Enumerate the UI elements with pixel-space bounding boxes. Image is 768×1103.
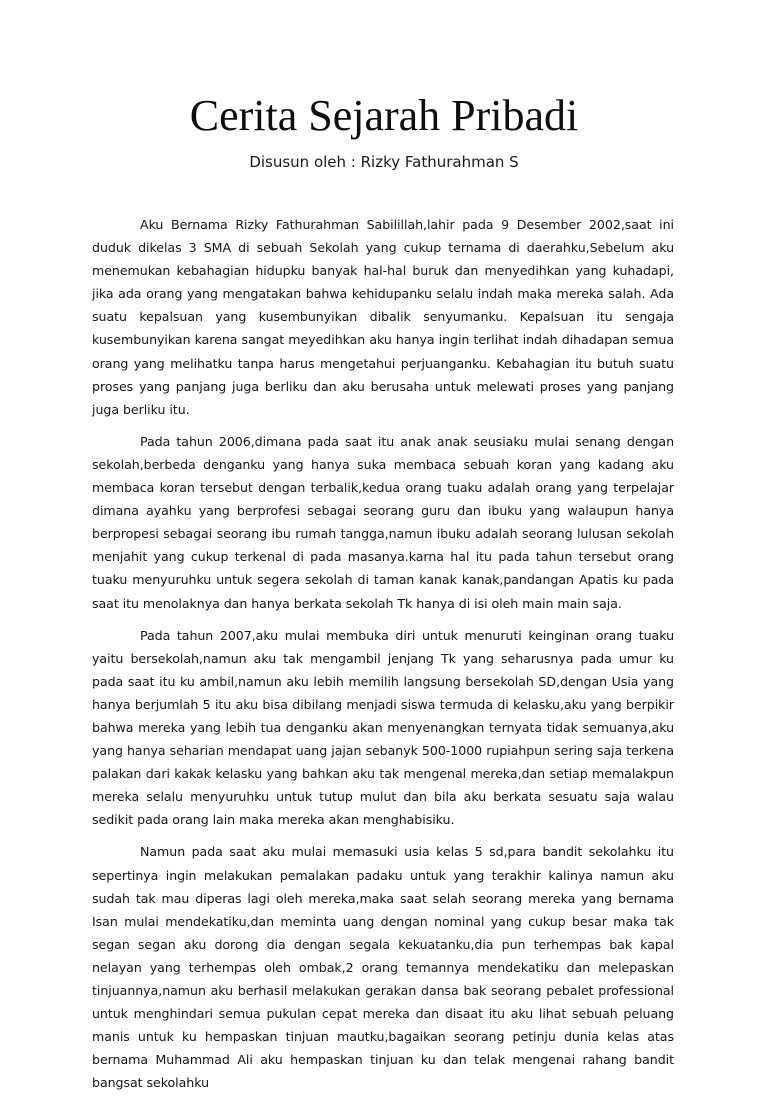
paragraph-1: Aku Bernama Rizky Fathurahman Sabilillah,lahir pada 9 Desember 2002,saat ini duduk dikelas 3 SMA di sebuah Sekolah yang cukup ternama di daerahku,Sebelum aku menemukan kebahagian hidupku banyak hal-hal buruk dan menyedihkan yang kuhadapi, jika ada orang yang mengatakan bahwa kehidupanku selalu indah maka mereka salah. Ada suatu kepalsuan yang kusembunyikan dibalik senyumanku. Kepalsuan itu sengaja kusembunyikan karena sangat meyedihkan aku hanya ingin terlihat indah dihadapan semua orang yang melihatku tanpa harus mengetahui perjuanganku. Kebahagian itu butuh suatu proses yang panjang juga berliku dan aku berusaha untuk melewati proses yang panjang juga berliku itu. [92,217,674,417]
paragraph-3: Pada tahun 2007,aku mulai membuka diri untuk menuruti keinginan orang tuaku yaitu bersekolah,namun aku tak mengambil jenjang Tk yang seharusnya pada umur ku pada saat itu ku ambil,namun aku lebih memilih langsung bersekolah SD,dengan Usia yang hanya berjumlah 5 itu aku bisa dibilang menjadi siswa termuda di kelasku,aku yang berpikir bahwa mereka yang lebih tua denganku akan menyenangkan ternyata tidak semuanya,aku yang hanya seharian mendapat uang jajan sebanyk 500-1000 rupiahpun sering saja terkena palakan dari kakak kelasku yang bahkan aku tak mengenal mereka,dan setiap memalakpun mereka selalu menyuruhku untuk tutup mulut dan bila aku berkata sesuatu saja walau sedikit pada orang lain maka mereka akan menghabisiku. [92,627,674,828]
paragraph-4: Namun pada saat aku mulai memasuki usia kelas 5 sd,para bandit sekolahku itu sepertinya ingin melakukan pemalakan padaku untuk yang terakhir kalinya namun aku sudah tak mau diperas lagi oleh mereka,maka saat selah seorang mereka yang bernama Isan mulai mendekatiku,dan meminta uang dengan nominal yang cukup besar maka tak segan segan aku dorong dia dengan segala kekuatanku,dia pun terhempas bak kapal nelayan yang terhempas oleh ombak,2 orang temannya mendekatiku dan melepaskan tinjuannya,namun aku berhasil melakukan gerakan dansa bak seorang pebalet professional untuk menghindari semua pukulan cepat mereka dan disaat itu aku lihat sebuah peluang manis untuk ku hempaskan tinjuan mautku,bagaikan seorang petinju dunia kelas atas bernama Muhammad Ali aku hempaskan tinjuan ku dan telak mengenai rahang bandit bangsat sekolahku [92,844,674,1091]
document-body [92,213,674,1103]
document-byline: Disusun oleh : Rizky Fathurahman S [249,153,519,171]
document-title: Cerita Sejarah Pribadi [189,91,579,140]
paragraph-2: Pada tahun 2006,dimana pada saat itu anak anak seusiaku mulai senang dengan sekolah,berbeda denganku yang hanya suka membaca sebuah koran yang kadang aku membaca koran tersebut dengan terbalik,kedua orang tuaku adalah orang yang terpelajar dimana ayahku yang berprofesi sebagai seorang guru dan ibuku yang walaupun hanya berpropesi sebagai seorang ibu rumah tangga,namun ibuku adalah seorang lulusan sekolah menjahit yang cukup terkenal di pada masanya.karna hal itu pada tahun tersebut orang tuaku menyuruhku untuk segera sekolah di taman kanak kanak,pandangan Apatis ku pada saat itu menolaknya dan hanya berkata sekolah Tk hanya di isi oleh main main saja. [92,433,674,611]
